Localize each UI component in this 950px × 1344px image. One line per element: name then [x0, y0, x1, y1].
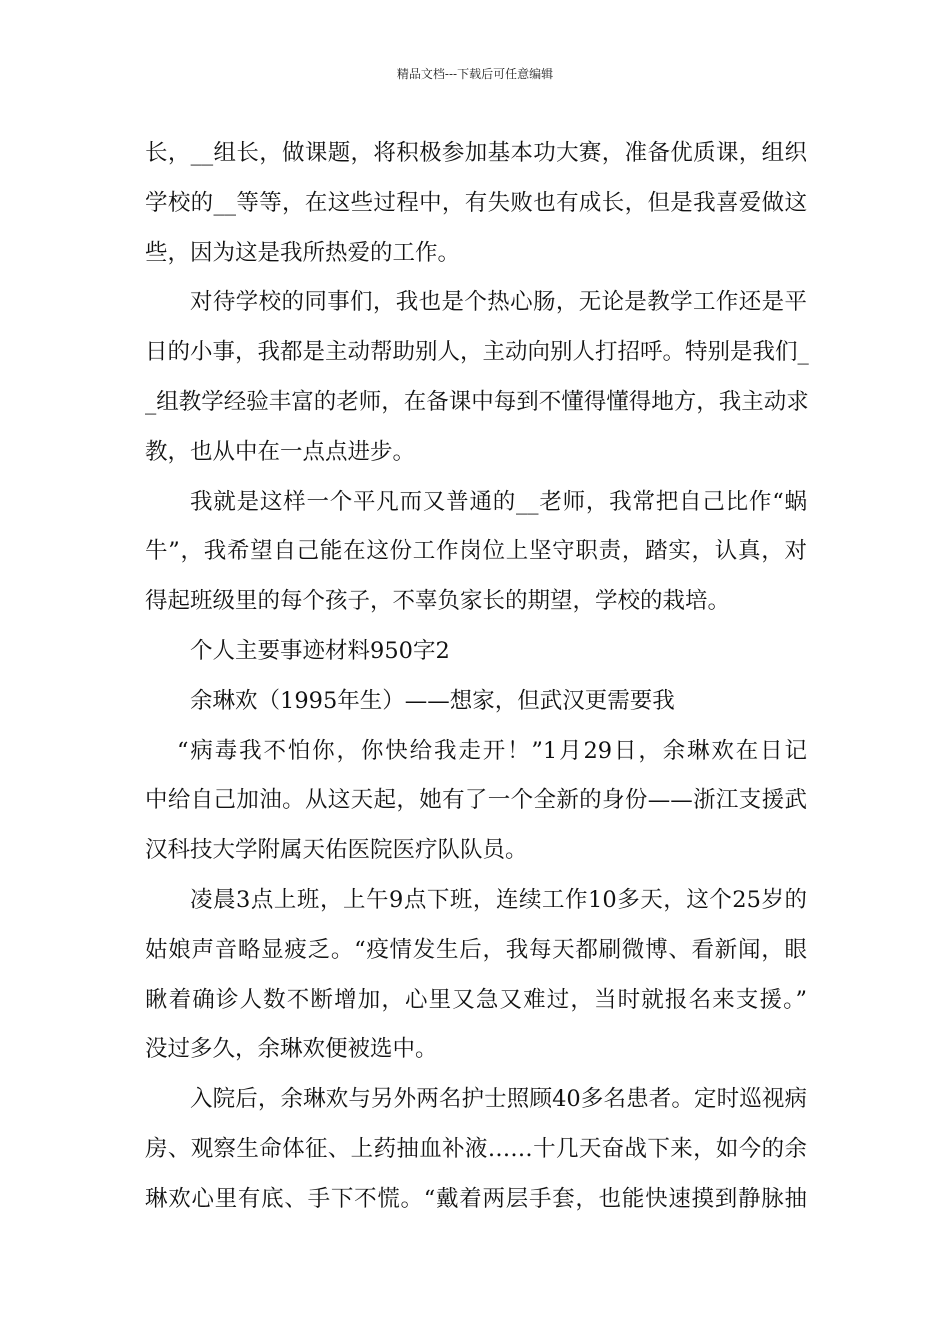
document-body [145, 129, 807, 1225]
text-line: 些，因为这是我所热爱的工作。 [145, 239, 461, 266]
paragraph-first-line: 对待学校的同事们，我也是个热心肠，无论是教学工作还是平 [190, 289, 807, 316]
text-line: 中给自己加油。从这天起，她有了一个全新的身份——浙江支援武 [145, 787, 807, 814]
text-line: 牛”，我希望自己能在这份工作岗位上坚守职责，踏实，认真，对 [145, 538, 807, 565]
text-line: 长，__组长，做课题，将积极参加基本功大赛，准备优质课，组织 [145, 140, 807, 166]
text-line: 日的小事，我都是主动帮助别人，主动向别人打招呼。特别是我们_ [145, 339, 809, 366]
text-line: 教，也从中在一点点进步。 [145, 438, 416, 465]
text-line: 瞅着确诊人数不断增加，心里又急又难过，当时就报名来支援。” [145, 986, 807, 1013]
paragraph-first-line: 我就是这样一个平凡而又普通的__老师，我常把自己比作“蜗 [190, 488, 807, 515]
paragraph-first-line: 凌晨3点上班，上午9点下班，连续工作10多天，这个25岁的 [190, 886, 807, 913]
text-line: 琳欢心里有底、手下不慌。“戴着两层手套，也能快速摸到静脉抽 [145, 1185, 807, 1212]
text-line: 学校的__等等，在这些过程中，有失败也有成长，但是我喜爱做这 [145, 189, 807, 216]
text-line: 姑娘声音略显疲乏。“疫情发生后，我每天都刷微博、看新闻，眼 [145, 936, 807, 963]
text-line: 房、观察生命体征、上药抽血补液……十几天奋战下来，如今的余 [145, 1135, 807, 1162]
text-line: 得起班级里的每个孩子，不辜负家长的期望，学校的栽培。 [145, 588, 731, 615]
text-line: 汉科技大学附属天佑医院医疗队队员。 [145, 837, 528, 864]
text-line: _组教学经验丰富的老师，在备课中每到不懂得懂得地方，我主动求 [145, 388, 809, 415]
section-title: 个人主要事迹材料950字2 [190, 637, 450, 664]
text-line: 没过多久，余琳欢便被选中。 [145, 1036, 438, 1063]
paragraph-first-line: “病毒我不怕你，你快给我走开！”1月29日，余琳欢在日记 [177, 737, 807, 764]
paragraph-first-line: 入院后，余琳欢与另外两名护士照顾40多名患者。定时巡视病 [190, 1086, 807, 1113]
subsection-title: 余琳欢（1995年生）——想家，但武汉更需要我 [190, 687, 675, 714]
page-header: 精品文档---下载后可任意编辑 [396, 67, 554, 81]
